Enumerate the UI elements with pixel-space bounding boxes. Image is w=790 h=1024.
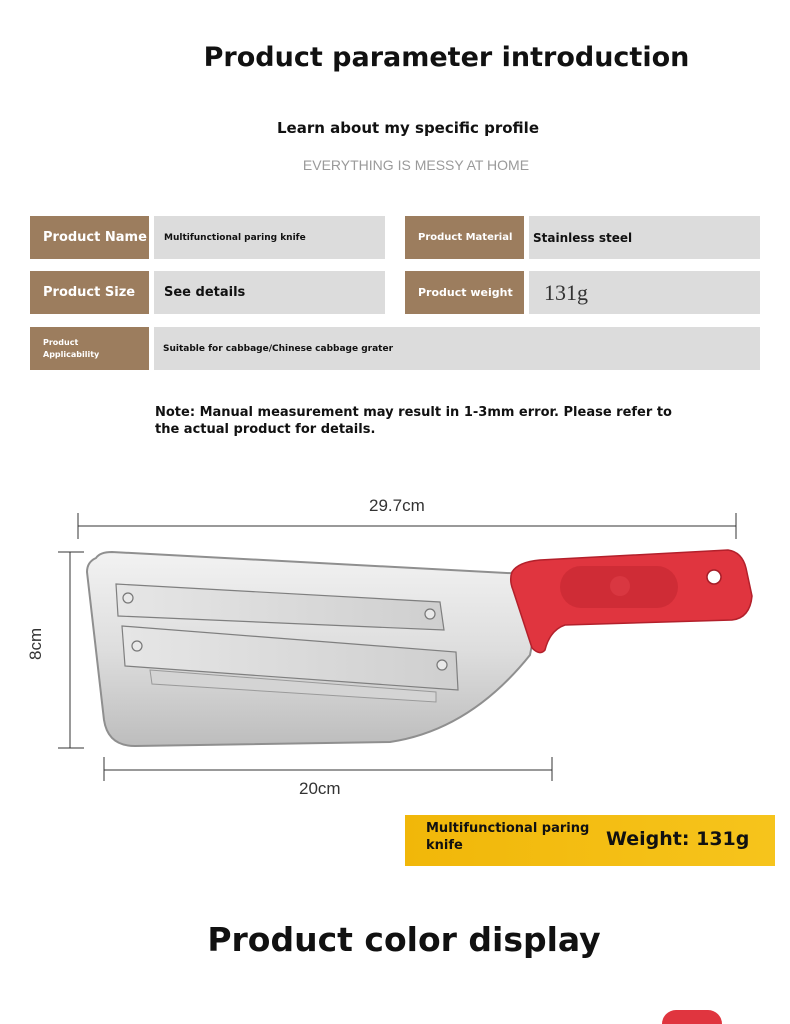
product-size-value: See details xyxy=(154,271,385,314)
height-dimension-label: 8cm xyxy=(26,627,45,660)
product-material-label: Product Material xyxy=(405,216,524,259)
length-dimension-line xyxy=(78,513,736,539)
product-applicability-label: Product Applicability xyxy=(30,327,149,370)
product-name-label: Product Name xyxy=(30,216,149,259)
product-weight-label: Product weight xyxy=(405,271,524,314)
banner-product-name: Multifunctional paring knife xyxy=(426,821,590,853)
banner-weight: Weight: 131g xyxy=(606,828,750,850)
page-title: Product parameter introduction xyxy=(203,42,690,73)
color-preview-handle xyxy=(662,1010,722,1024)
length-dimension-label: 29.7cm xyxy=(369,496,425,515)
product-weight-value: 131g xyxy=(529,271,760,314)
measurement-note: Note: Manual measurement may result in 1-3mm error. Please refer to the actual product for details. xyxy=(155,405,672,437)
page-subtitle: Learn about my specific profile xyxy=(277,119,539,137)
product-material-value: Stainless steel xyxy=(529,216,760,259)
product-applicability-value: Suitable for cabbage/Chinese cabbage grater xyxy=(154,327,760,370)
page-tagline: EVERYTHING IS MESSY AT HOME xyxy=(302,157,530,173)
product-size-label: Product Size xyxy=(30,271,149,314)
blade-dimension-label: 20cm xyxy=(299,779,341,798)
section-title-color-display: Product color display xyxy=(207,920,601,959)
blade-dimension-line xyxy=(104,757,552,781)
knife-dimension-diagram xyxy=(0,480,790,810)
weight-banner xyxy=(405,815,775,866)
height-dimension-line xyxy=(58,552,84,748)
product-name-value: Multifunctional paring knife xyxy=(154,216,385,259)
